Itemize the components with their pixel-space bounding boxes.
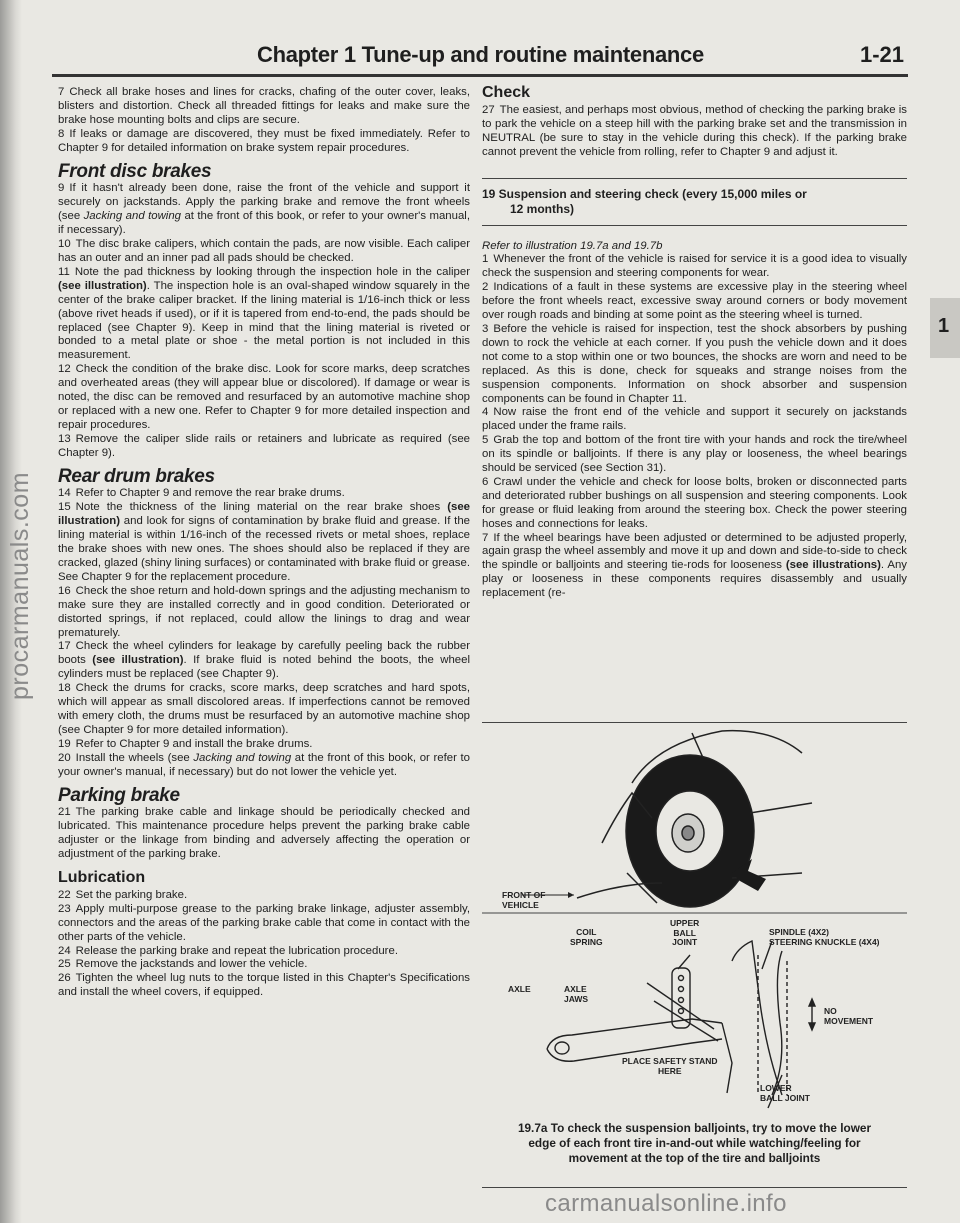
page-number: 1-21: [859, 42, 904, 67]
paragraph-26: 26 Tighten the wheel lug nuts to the torque listed in this Chapter's Specifications and install the wheel covers, if equipped.: [58, 972, 470, 999]
label-coil-spring: COIL SPRING: [570, 927, 603, 947]
illustration-link: (see illustration): [92, 654, 184, 667]
paragraph-14: 14 Refer to Chapter 9 and remove the rear brake drums.: [58, 487, 345, 500]
step-1: 1 Whenever the front of the vehicle is raised for service it is a good idea to visually check the suspension and steering components for wear.: [482, 253, 907, 280]
heading-front-disc-brakes: Front disc brakes: [58, 160, 212, 182]
heading-rear-drum-brakes: Rear drum brakes: [58, 465, 215, 487]
step-6: 6 Crawl under the vehicle and check for loose bolts, broken or disconnected parts and deteriorated rubber bushings on all suspension and steering components. Look for grease or fluid leaking from around the steering box. Check the power steering hoses and connections for leaks.: [482, 475, 907, 530]
paragraph-20: 20 Install the wheels (see Jacking and towing at the front of this book, or refer to your owner's manual, if necessary) but do not lower the vehicle yet.: [58, 751, 470, 778]
label-spindle: SPINDLE (4X2) STEERING KNUCKLE (4X4): [769, 927, 880, 947]
step-2: 2 Indications of a fault in these systems are excessive play in the steering wheel before the front wheels react, excessive sway around corners or body movement over rough roads and binding at some point as the steering wheel is turned.: [482, 281, 907, 322]
step-5: 5 Grab the top and bottom of the front tire with your hands and rock the tire/wheel on its spindle or balljoints. If there is any play or looseness, the wheel bearings should be serviced (see Section 31).: [482, 434, 907, 475]
paragraph-12: 12 Check the condition of the brake disc. Look for score marks, deep scratches and overheated areas (they will appear blue or discolored). If damage or wear is noted, the disc can be removed and resurfaced by an automotive machine shop or replaced with a new one. Refer to Chapter 9 for more detailed inspection and repair procedures.: [58, 363, 470, 431]
section-19-heading: [482, 178, 907, 226]
chapter-title: Chapter 1 Tune-up and routine maintenance: [257, 42, 704, 67]
right-column: [482, 86, 907, 601]
paragraph-17: 17 Check the wheel cylinders for leakage by carefully peeling back the rubber boots (see illustration). If brake fluid is noted behind the boots, the wheel cylinders must be replaced (see Chapter 9).: [58, 640, 470, 681]
paragraph-27: 27 The easiest, and perhaps most obvious, method of checking the parking brake is to park the vehicle on a steep hill with the parking brake set and the transmission in NEUTRAL (be sure to stay in the vehicle during this check). If the parking brake cannot prevent the vehicle from rolling, refer to Chapter 9 and adjust it.: [482, 103, 907, 158]
figure-19-7a: [482, 722, 907, 1188]
figure-caption: 19.7a To check the suspension balljoints, try to move the lower edge of each front tire in-and-out while watching/feeling for movement at the top of the tire and balljoints: [517, 1121, 872, 1165]
paragraph-24: 24 Release the parking brake and repeat the lubrication procedure.: [58, 944, 398, 957]
paragraph-7: 7 Check all brake hoses and lines for cracks, chafing of the outer cover, leaks, blisters and distortion. Check all threaded fittings for leaks and make sure the brake hose mounting bolts and clips are secure.: [58, 86, 470, 126]
tire-drawing: [577, 731, 812, 907]
step-7: 7 If the wheel bearings have been adjusted or determined to be adjusted properly, again grasp the wheel assembly and move it up and down and side-to-side to check the spindle or balljoints and steering tie-rods for looseness (see illustrations). Any play or looseness in these components requires disassembly and usually replacement (re-: [482, 531, 907, 600]
section-19-line-1: 19 Suspension and steering check (every 15,000 miles or: [482, 186, 807, 201]
side-watermark: procarmanuals.com: [6, 471, 34, 700]
paragraph-23: 23 Apply multi-purpose grease to the parking brake linkage, adjuster assembly, connectors and the areas of the parking brake cable that come in contact with the other parts of the vehicle.: [58, 902, 470, 943]
paragraph-10: 10 The disc brake calipers, which contain the pads, are now visible. Each caliper has an outer and an inner pad all pads should be checked.: [58, 238, 470, 264]
label-place-safety-stand: PLACE SAFETY STAND HERE: [622, 1056, 718, 1076]
paragraph-18: 18 Check the drums for cracks, score marks, deep scratches and hard spots, which will appear as small discolored areas. If imperfections cannot be removed with emery cloth, the drums must be resurfaced by an automotive machine shop (see Chapter 9 for more detailed information).: [58, 682, 470, 736]
label-lower-ball-joint: LOWER BALL JOINT: [760, 1083, 810, 1103]
paragraph-13: 13 Remove the caliper slide rails or retainers and lubricate as required (see Chapter 9).: [58, 432, 470, 459]
footer-watermark: carmanualsonline.info: [545, 1190, 787, 1217]
heading-parking-brake: Parking brake: [58, 784, 180, 806]
illustration-link: (see illustration): [58, 501, 470, 528]
paragraph-8: 8 If leaks or damage are discovered, they must be fixed immediately. Refer to Chapter 9 for detailed information on brake system repair procedures.: [58, 127, 470, 154]
paragraph-9: 9 If it hasn't already been done, raise the front of the vehicle and support it securely on jackstands. Apply the parking brake and remove the front wheels (see Jacking and towing at the front of this book, or refer to your owner's manual, if necessary).: [58, 182, 470, 237]
label-axle-jaws: AXLE JAWS: [564, 984, 589, 1004]
chapter-tab-number: 1: [938, 315, 950, 337]
label-no-movement: NO MOVEMENT: [824, 1006, 874, 1026]
paragraph-19: 19 Refer to Chapter 9 and install the brake drums.: [58, 737, 313, 750]
paragraph-25: 25 Remove the jackstands and lower the vehicle.: [58, 958, 308, 971]
paragraph-16: 16 Check the shoe return and hold-down springs and the adjusting mechanism to make sure they are installed correctly and in good condition. Deteriorated or distorted springs, if not replaced, could allow the linings to drag and wear prematurely.: [58, 584, 470, 639]
illustration-reference: Refer to illustration 19.7a and 19.7b: [482, 239, 663, 252]
page-header: [52, 36, 908, 77]
step-3: 3 Before the vehicle is raised for inspection, test the shock absorbers by pushing down to rock the vehicle at each corner. If you push the vehicle down and it does not come to a stop within one or two bounces, the shocks are worn and need to be replaced. As this is done, check for squeaks and strange noises from the suspension components. Information on shock absorber and suspension components can be found in Chapter 11.: [482, 322, 907, 405]
label-axle: AXLE: [508, 984, 531, 994]
label-front-of-vehicle: FRONT OF VEHICLE: [502, 890, 546, 910]
paragraph-22: 22 Set the parking brake.: [58, 888, 188, 901]
label-upper-ball-joint: UPPER BALL JOINT: [670, 918, 700, 947]
left-column: [58, 86, 470, 1000]
heading-lubrication: Lubrication: [58, 869, 146, 887]
step-4: 4 Now raise the front end of the vehicle and support it securely on jackstands placed under the frame rails.: [482, 406, 907, 433]
illustration-link: (see illustrations): [785, 559, 881, 572]
section-19-line-2: 12 months): [510, 201, 575, 216]
paragraph-15: 15 Note the thickness of the lining material on the rear brake shoes (see illustration) and look for signs of contamination by brake fluid and grease. If the lining material is within 1/16-inch of the recessed rivets or metal shoes, replace the brake shoes with new ones. The shoes should also be replaced if they are cracked, glazed (shiny lining surfaces) or contaminated with brake fluid or grease. See Chapter 9 for the replacement procedure.: [58, 501, 470, 583]
illustration-link: (see illustration): [58, 279, 147, 292]
paragraph-11: 11 Note the pad thickness by looking through the inspection hole in the caliper (see illustration). The inspection hole is an oval-shaped window squarely in the center of the brake caliper bracket. If the lining material is 1/16-inch thick or less (above rivet heads if used), or if it is tapered from end-to-end, the pads should be replaced (see Chapter 9). Keep in mind that the lining material is riveted or bonded to a metal plate or shoe - the metal portion is not included in this measurement.: [58, 265, 470, 362]
chapter-tab-marker: [930, 298, 960, 358]
paragraph-21: 21 The parking brake cable and linkage should be periodically checked and lubricated. This maintenance procedure helps prevent the parking brake cable adjuster or the linkage from binding and adversely affecting the operation or adjustment of the parking brake.: [58, 806, 470, 861]
heading-check: Check: [482, 84, 531, 101]
